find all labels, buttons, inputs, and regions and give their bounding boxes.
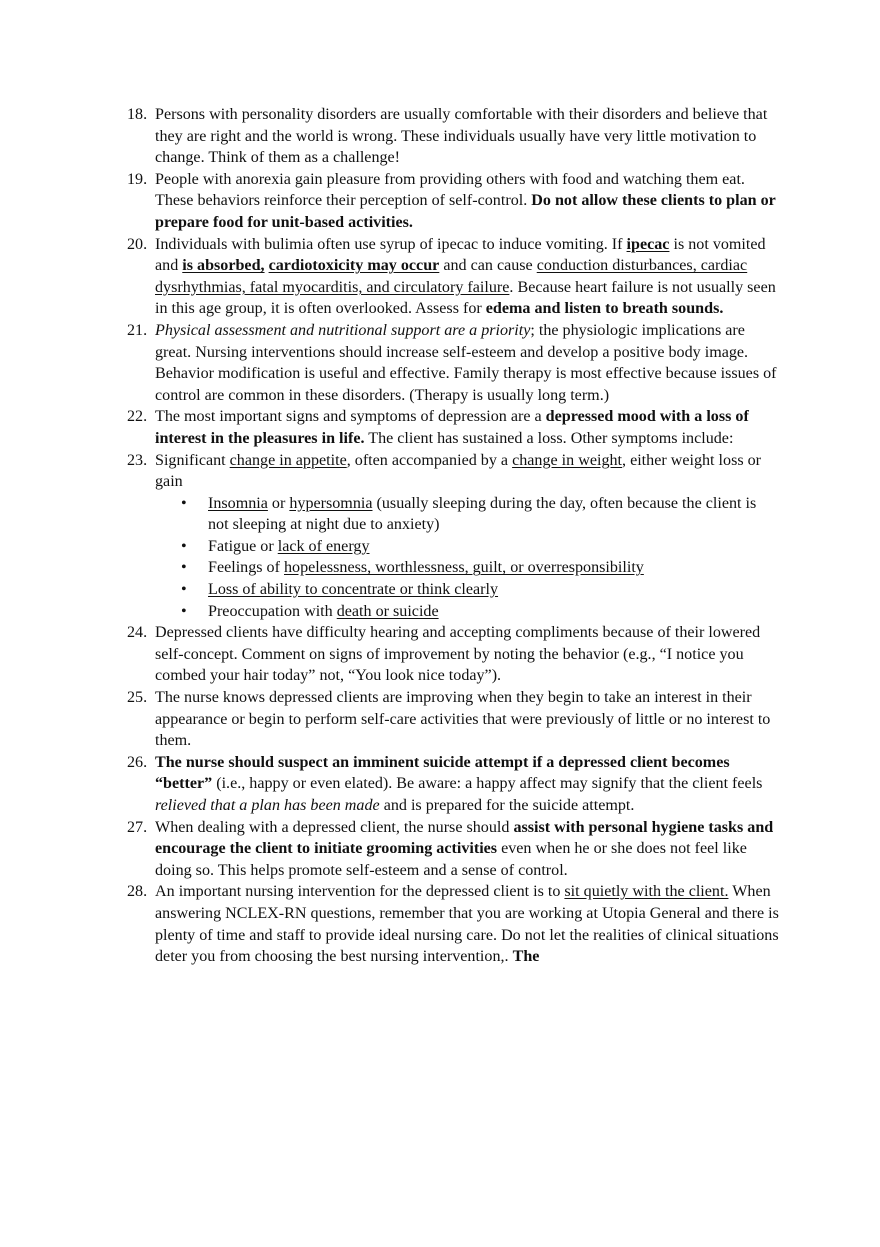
text-run: change in weight bbox=[512, 451, 623, 469]
text-segment: Persons with personality disorders are usually comfortable with their disorders and believe that they are right and the world is wrong. These individuals usually have very little motivation to change. Think of them as a challenge! bbox=[155, 106, 768, 167]
text-run: sit quietly with the client. bbox=[564, 883, 729, 901]
list-item bbox=[127, 406, 780, 449]
text-segment: Significant bbox=[155, 451, 230, 469]
list-item bbox=[127, 320, 780, 406]
text-run: Do not allow these clients to plan or prepare food for unit-based activities. bbox=[155, 192, 776, 231]
bullet-item bbox=[155, 536, 780, 558]
text-segment bbox=[627, 236, 670, 253]
text-segment: (usually sleeping during the day, often because the client is not sleeping at night due to anxiety) bbox=[208, 494, 757, 534]
text-run: edema and listen to breath sounds. bbox=[485, 300, 724, 318]
item-text bbox=[155, 883, 779, 965]
text-run: Physical assessment and nutritional support are a priority bbox=[155, 321, 531, 339]
item-number: 25. bbox=[127, 689, 148, 707]
text-segment bbox=[182, 257, 264, 274]
text-segment: or bbox=[267, 494, 290, 512]
list-item bbox=[127, 752, 780, 817]
text-run: assist with personal hygiene tasks and encourage the client to initiate grooming activities bbox=[155, 818, 774, 858]
item-text bbox=[155, 689, 770, 749]
list-item bbox=[127, 687, 780, 752]
text-segment: Fatigue or bbox=[208, 537, 278, 555]
item-text bbox=[155, 819, 773, 879]
text-segment: Individuals with bulimia often use syrup of ipecac to induce vomiting. If bbox=[155, 235, 627, 253]
text-segment bbox=[337, 603, 439, 620]
text-segment bbox=[269, 257, 440, 274]
text-segment: is not vomited and bbox=[155, 235, 766, 275]
item-number: 18. bbox=[127, 106, 148, 123]
list-item bbox=[127, 450, 780, 623]
text-segment: . Because heart failure is not usually seen in this age group, it is often overlooked. Assess for bbox=[155, 278, 776, 318]
text-segment: , often accompanied by a bbox=[346, 451, 513, 469]
text-run: relieved that a plan has been made bbox=[155, 797, 380, 814]
text-segment bbox=[512, 452, 622, 469]
text-segment bbox=[230, 452, 347, 469]
item-number: 27. bbox=[127, 818, 148, 836]
text-segment: The client has sustained a loss. Other symptoms include: bbox=[364, 429, 734, 447]
text-run: hypersomnia bbox=[289, 494, 373, 512]
text-segment bbox=[564, 883, 728, 900]
item-text bbox=[155, 624, 760, 684]
item-text bbox=[155, 452, 761, 491]
text-segment bbox=[155, 797, 380, 814]
text-run: Loss of ability to concentrate or think clearly bbox=[208, 581, 499, 599]
bullet-item bbox=[155, 557, 780, 579]
text-segment: Feelings of bbox=[208, 559, 284, 577]
text-segment: Preoccupation with bbox=[208, 602, 337, 620]
text-segment bbox=[208, 495, 268, 512]
item-text bbox=[155, 322, 777, 404]
bullet-item bbox=[155, 601, 780, 623]
item-number: 21. bbox=[127, 321, 148, 339]
text-segment: People with anorexia gain pleasure from providing others with food and watching them eat. These behaviors reinforce their perception of self-control. bbox=[155, 170, 745, 210]
text-segment: When dealing with a depressed client, the nurse should bbox=[155, 818, 514, 836]
text-segment: When answering NCLEX-RN questions, remember that you are working at Utopia General and there is plenty of time and staff to provide ideal nursing care. Do not let the realities of clinical situations deter you from choosing the best nursing intervention,. bbox=[155, 883, 779, 966]
text-segment: , either weight loss or gain bbox=[155, 451, 762, 491]
text-run: change in appetite bbox=[229, 451, 347, 469]
list-item bbox=[127, 104, 780, 169]
text-segment bbox=[289, 495, 372, 512]
text-segment bbox=[486, 300, 724, 317]
item-number: 24. bbox=[127, 624, 148, 642]
text-run: ipecac bbox=[626, 235, 670, 253]
text-segment: and is prepared for the suicide attempt. bbox=[379, 797, 635, 814]
text-segment: even when he or she does not feel like doing so. This helps promote self-esteem and a sense of control. bbox=[155, 840, 747, 879]
text-run: The bbox=[512, 948, 540, 966]
text-run: depressed mood with a loss of interest in the pleasures in life. bbox=[155, 408, 749, 447]
list-item bbox=[127, 234, 780, 320]
text-segment: The nurse knows depressed clients are improving when they begin to take an interest in their appearance or begin to perform self-care activities that were previously of little or no interest to them. bbox=[155, 689, 771, 750]
text-segment bbox=[155, 322, 530, 339]
numbered-list bbox=[127, 104, 780, 968]
text-run: The nurse should suspect an imminent suicide attempt if a depressed client becomes “better” bbox=[155, 753, 730, 793]
text-segment: and can cause bbox=[439, 257, 537, 275]
text-segment: ; the physiologic implications are great. Nursing interventions should increase self-esteem and develop a positive body image. Behavior modification is useful and effective. Family therapy is most effective because issues of control are common in these disorders. (Therapy is usually long term.) bbox=[155, 321, 777, 404]
bullet-list bbox=[155, 493, 780, 623]
text-segment: Depressed clients have difficulty hearing and accepting compliments because of their lowered self-concept. Comment on signs of improvement by noting the behavior (e.g., “I notice you combed your hair today” not, “You look nice today”). bbox=[155, 624, 761, 685]
item-text bbox=[155, 106, 767, 166]
text-segment bbox=[208, 581, 498, 598]
item-text bbox=[155, 754, 762, 814]
list-item bbox=[127, 622, 780, 687]
text-run: conduction disturbances, cardiac dysrhythmias, fatal myocarditis, and circulatory failure bbox=[155, 257, 748, 296]
text-run: hopelessness, worthlessness, guilt, or overresponsibility bbox=[284, 559, 644, 577]
item-number: 28. bbox=[127, 883, 148, 901]
text-segment: The most important signs and symptoms of depression are a bbox=[155, 408, 546, 426]
list-item bbox=[127, 881, 780, 967]
text-segment bbox=[278, 538, 370, 555]
item-number: 20. bbox=[127, 235, 148, 253]
list-item bbox=[127, 169, 780, 234]
item-number: 23. bbox=[127, 451, 148, 469]
list-item bbox=[127, 817, 780, 882]
text-segment: An important nursing intervention for the depressed client is to bbox=[155, 883, 565, 901]
text-segment bbox=[284, 559, 644, 576]
item-text bbox=[155, 236, 776, 318]
text-run: Insomnia bbox=[208, 494, 268, 512]
item-text bbox=[155, 171, 776, 231]
text-segment: (i.e., happy or even elated). Be aware: a happy affect may signify that the client feels bbox=[212, 775, 763, 793]
item-number: 26. bbox=[127, 753, 148, 771]
item-text bbox=[155, 408, 749, 447]
item-number: 19. bbox=[127, 170, 148, 188]
text-run: is absorbed, bbox=[182, 257, 265, 275]
text-run: death or suicide bbox=[336, 602, 439, 620]
item-number: 22. bbox=[127, 408, 148, 426]
bullet-item bbox=[155, 493, 780, 536]
text-segment bbox=[513, 948, 540, 965]
text-run: lack of energy bbox=[277, 537, 370, 555]
bullet-item bbox=[155, 579, 780, 601]
text-run: cardiotoxicity may occur bbox=[268, 257, 440, 275]
